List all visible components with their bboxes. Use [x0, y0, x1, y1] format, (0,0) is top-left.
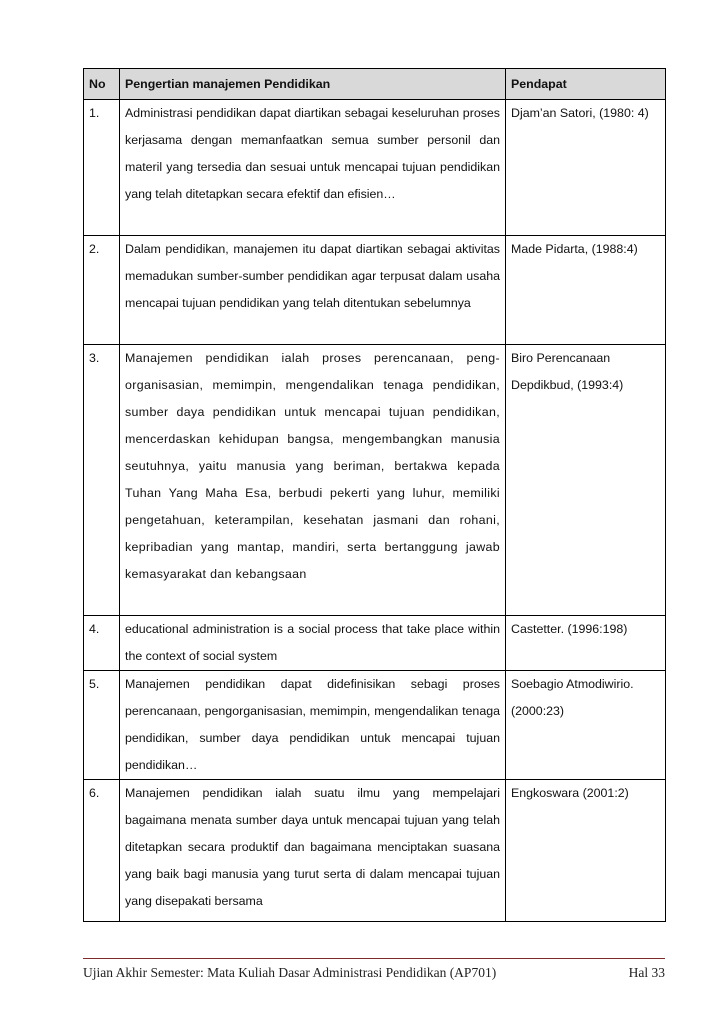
row-definition: Administrasi pendidikan dapat diartikan sebagai keseluruhan proses kerjasama dengan memanfaatkan semua sumber personil dan materil yang tersedia dan sesuai untuk mencapai tujuan pendidikan yang telah ditetapkan secara efektif dan efisien… [120, 100, 506, 236]
row-definition: Dalam pendidikan, manajemen itu dapat diartikan sebagai aktivitas memadukan sumber-sumber pendidikan agar terpusat dalam usaha mencapai tujuan pendidikan yang telah ditentukan sebelumnya [120, 236, 506, 345]
table-row [84, 671, 666, 780]
page-number: Hal 33 [628, 965, 665, 980]
row-source: Engkoswara (2001:2) [506, 780, 666, 922]
footer-title: Ujian Akhir Semester: Mata Kuliah Dasar Administrasi Pendidikan (AP701) [83, 965, 497, 980]
table-row [84, 780, 666, 922]
row-definition: Manajemen pendidikan ialah suatu ilmu yang mempelajari bagaimana menata sumber daya untuk mencapai tujuan yang telah ditetapkan secara produktif dan bagaimana menciptakan suasana yang baik bagi manusia yang turut serta di dalam mencapai tujuan yang disepakati bersama [120, 780, 506, 922]
row-definition: Manajemen pendidikan ialah proses perencanaan, peng-organisasian, memimpin, mengendalikan tenaga pendidikan, sumber daya pendidikan untuk mencapai tujuan pendidikan, mencerdaskan kehidupan bangsa, mengembangkan manusia seutuhnya, yaitu manusia yang beriman, bertakwa kepada Tuhan Yang Maha Esa, berbudi pekerti yang luhur, memiliki pengetahuan, keterampilan, kesehatan jasmani dan rohani, kepribadian yang mantap, mandiri, serta bertanggung jawab kemasyarakat dan kebangsaan [120, 345, 506, 616]
row-source: Castetter. (1996:198) [506, 616, 666, 671]
row-number: 4. [84, 616, 120, 671]
row-number: 6. [84, 780, 120, 922]
header-definition: Pengertian manajemen Pendidikan [120, 69, 506, 100]
table-header-row [84, 69, 666, 100]
row-source: Made Pidarta, (1988:4) [506, 236, 666, 345]
row-number: 5. [84, 671, 120, 780]
definitions-table [83, 68, 666, 922]
row-number: 1. [84, 100, 120, 236]
row-definition: educational administration is a social process that take place within the context of social system [120, 616, 506, 671]
page-footer [83, 958, 665, 981]
row-source: Djam’an Satori, (1980: 4) [506, 100, 666, 236]
row-source: Biro Perencanaan Depdikbud, (1993:4) [506, 345, 666, 616]
row-source: Soebagio Atmodiwirio. (2000:23) [506, 671, 666, 780]
table-row [84, 236, 666, 345]
table-row [84, 616, 666, 671]
row-definition: Manajemen pendidikan dapat didefinisikan sebagi proses perencanaan, pengorganisasian, memimpin, mengendalikan tenaga pendidikan, sumber daya pendidikan untuk mencapai tujuan pendidikan… [120, 671, 506, 780]
row-number: 2. [84, 236, 120, 345]
row-number: 3. [84, 345, 120, 616]
table-row [84, 100, 666, 236]
table-row [84, 345, 666, 616]
header-source: Pendapat [506, 69, 666, 100]
header-no: No [84, 69, 120, 100]
